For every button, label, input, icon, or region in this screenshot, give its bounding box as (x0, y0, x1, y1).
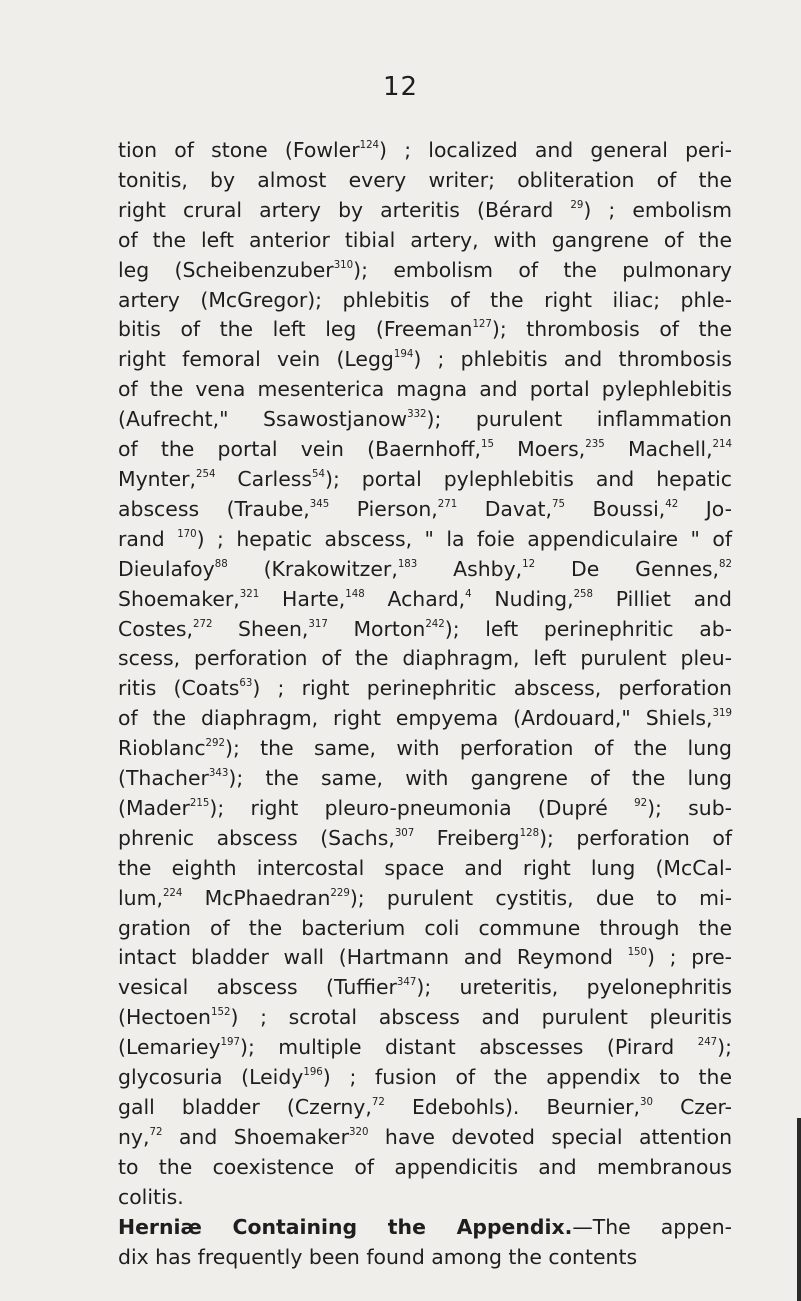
text-run: (Krakowitzer, (227, 556, 398, 581)
text-run: abscess (Traube, (118, 496, 310, 521)
text-line (118, 824, 732, 854)
reference-number: 343 (208, 767, 229, 779)
text-run: Pilliet and (593, 586, 733, 611)
reference-number: 124 (359, 139, 380, 151)
reference-number: 54 (312, 468, 325, 480)
text-run: right crural artery by arteritis (Bérard (118, 197, 571, 222)
text-run: (Thacher (118, 766, 209, 791)
reference-number: 272 (192, 618, 213, 630)
text-line (118, 973, 732, 1003)
text-run: Carless (215, 466, 313, 491)
reference-number: 247 (697, 1037, 718, 1049)
text-run: ) ; fusion of the appendix to the (322, 1065, 732, 1090)
text-run: ); (717, 1035, 732, 1060)
text-line (118, 1153, 732, 1183)
text-run: Shoemaker, (118, 586, 240, 611)
text-run: ) ; right perinephritic abscess, perforation (252, 676, 732, 701)
reference-number: 258 (573, 588, 594, 600)
reference-number: 30 (639, 1096, 653, 1108)
text-line (118, 555, 732, 585)
text-run: ); the same, with perforation of the lung (225, 736, 732, 761)
text-line (118, 1183, 732, 1213)
text-run: leg (Scheibenzuber (118, 257, 334, 282)
reference-number: 214 (712, 438, 732, 450)
text-run: Jo- (678, 496, 732, 521)
text-run: Nuding, (471, 586, 574, 611)
text-run: of the diaphragm, right empyema (Ardouard," Shiels, (118, 706, 713, 731)
text-run: (Aufrecht," Ssawostjanow (118, 407, 408, 432)
reference-number: 319 (712, 708, 732, 720)
text-run: tonitis, by almost every writer; obliteration of the (118, 167, 732, 192)
text-run: vesical abscess (Tuffier (118, 975, 397, 1000)
reference-number: 321 (239, 588, 260, 600)
reference-number: 254 (196, 468, 216, 480)
page-number: 12 (382, 72, 419, 102)
reference-number: 332 (407, 408, 427, 420)
text-run: Sheen, (212, 616, 309, 641)
text-line (118, 315, 732, 345)
text-run: to the coexistence of appendicitis and membranous (118, 1154, 732, 1179)
text-run: (Hectoen (118, 1005, 211, 1030)
text-run: ) ; scrotal abscess and purulent pleuritis (230, 1005, 732, 1030)
text-run: ) ; phlebitis and thrombosis (413, 347, 732, 372)
text-run: ); portal pylephlebitis and hepatic (324, 466, 732, 491)
text-run: of the left anterior tibial artery, with gangrene of the (118, 227, 732, 252)
text-run: ) ; pre- (647, 945, 732, 970)
text-run: ny, (118, 1124, 150, 1149)
text-run: rand (118, 526, 178, 551)
text-line (118, 226, 732, 256)
reference-number: 92 (634, 797, 648, 809)
reference-number: 42 (665, 498, 679, 510)
text-run: ritis (Coats (118, 676, 240, 701)
text-run: ); left perinephritic ab- (444, 616, 733, 641)
text-line (118, 1213, 732, 1243)
reference-number: 224 (162, 887, 183, 899)
reference-number: 310 (333, 259, 354, 271)
text-line (118, 435, 732, 465)
text-run: glycosuria (Leidy (118, 1065, 304, 1090)
reference-number: 347 (396, 977, 417, 989)
section-heading: Herniæ Containing the Appendix. (118, 1214, 573, 1239)
text-line (118, 1033, 732, 1063)
text-run: gall bladder (Czerny, (118, 1095, 372, 1119)
text-run: Costes, (118, 616, 193, 641)
reference-number: 242 (425, 618, 445, 630)
text-run: —The appen- (572, 1214, 732, 1239)
text-line (118, 585, 732, 615)
text-run: ); purulent cystitis, due to mi- (349, 885, 732, 910)
reference-number: 271 (437, 498, 458, 510)
text-run: of the vena mesenterica magna and portal pylephlebitis (118, 377, 732, 402)
reference-number: 196 (303, 1066, 323, 1078)
text-run: ); ureteritis, pyelonephritis (416, 975, 732, 1000)
text-line (118, 465, 732, 495)
text-run: Czer- (652, 1095, 732, 1119)
reference-number: 72 (371, 1096, 385, 1108)
text-run: Davat, (457, 496, 552, 521)
text-run: Dieulafoy (118, 556, 215, 581)
reference-number: 215 (189, 797, 210, 809)
text-run: scess, perforation of the diaphragm, left purulent pleu- (118, 646, 732, 671)
text-line (118, 1093, 732, 1123)
text-line (118, 375, 732, 405)
text-run: right femoral vein (Legg (118, 347, 394, 372)
text-line (118, 764, 732, 794)
text-line (118, 704, 732, 734)
text-run: Pierson, (329, 496, 438, 521)
text-line (118, 943, 732, 973)
page-edge-mark (797, 1118, 801, 1301)
text-run: Mynter, (118, 466, 196, 491)
text-run: bitis of the left leg (Freeman (118, 317, 473, 342)
text-run: ); perforation of (539, 825, 733, 850)
reference-number: 15 (481, 438, 494, 450)
reference-number: 63 (239, 678, 253, 690)
text-run: Edebohls). Beurnier, (384, 1095, 640, 1119)
text-run: ); multiple distant abscesses (Pirard (239, 1035, 698, 1060)
reference-number: 128 (519, 827, 540, 839)
reference-number: 229 (330, 887, 350, 899)
reference-number: 307 (394, 827, 415, 839)
text-line (118, 1063, 732, 1093)
reference-number: 29 (570, 199, 584, 211)
text-run: ) ; embolism (583, 197, 732, 222)
reference-number: 197 (220, 1037, 240, 1049)
text-line (118, 854, 732, 884)
reference-number: 72 (149, 1126, 163, 1138)
text-run: Achard, (364, 586, 466, 611)
text-run: of the portal vein (Baernhoff, (118, 437, 481, 462)
reference-number: 183 (397, 558, 418, 570)
text-line (118, 734, 732, 764)
reference-number: 152 (210, 1007, 231, 1019)
text-run: ); right pleuro-pneumonia (Dupré (209, 795, 635, 820)
text-run: Moers, (493, 437, 586, 462)
text-line (118, 914, 732, 944)
text-run: ); the same, with gangrene of the lung (228, 766, 732, 791)
text-run: ) ; hepatic abscess, " la foie appendiculaire " of (196, 526, 732, 551)
reference-number: 82 (719, 558, 732, 570)
text-line (118, 674, 732, 704)
reference-number: 317 (308, 618, 328, 630)
text-run: Rioblanc (118, 736, 206, 761)
text-run: have devoted special attention (368, 1124, 732, 1149)
text-line (118, 884, 732, 914)
text-run: De Gennes, (535, 556, 720, 581)
text-run: Ashby, (417, 556, 523, 581)
text-run: gration of the bacterium coli commune through the (118, 915, 732, 940)
text-line (118, 166, 732, 196)
text-run: dix has frequently been found among the contents (118, 1244, 638, 1269)
text-run: McPhaedran (182, 885, 331, 910)
text-line (118, 136, 732, 166)
text-run: Harte, (259, 586, 346, 611)
text-run: artery (McGregor); phlebitis of the right iliac; phle- (118, 287, 732, 312)
text-line (118, 345, 732, 375)
text-run: (Mader (118, 795, 190, 820)
text-run: ) ; localized and general peri- (379, 138, 733, 162)
text-line (118, 256, 732, 286)
text-run: Freiberg (414, 825, 520, 850)
text-run: Boussi, (564, 496, 666, 521)
text-line (118, 525, 732, 555)
reference-number: 75 (551, 498, 565, 510)
reference-number: 194 (393, 349, 414, 361)
text-run: ); embolism of the pulmonary (353, 257, 732, 282)
text-run: ); purulent inflammation (426, 407, 732, 432)
reference-number: 127 (472, 319, 492, 331)
text-run: ); sub- (647, 795, 733, 820)
text-run: intact bladder wall (Hartmann and Reymond (118, 945, 628, 970)
text-line (118, 644, 732, 674)
text-line (118, 286, 732, 316)
text-run: phrenic abscess (Sachs, (118, 825, 395, 850)
text-line (118, 1003, 732, 1033)
reference-number: 4 (465, 588, 472, 600)
body-text (118, 136, 732, 1272)
reference-number: 235 (585, 438, 605, 450)
reference-number: 292 (205, 737, 225, 749)
text-run: lum, (118, 885, 163, 910)
text-line (118, 615, 732, 645)
reference-number: 170 (177, 528, 197, 540)
text-line (118, 196, 732, 226)
text-line (118, 1123, 732, 1153)
text-run: the eighth intercostal space and right lung (McCal- (118, 855, 732, 880)
text-line (118, 1243, 732, 1273)
text-line (118, 495, 732, 525)
text-run: tion of stone (Fowler (118, 138, 360, 162)
text-line (118, 405, 732, 435)
reference-number: 320 (349, 1126, 369, 1138)
reference-number: 88 (214, 558, 228, 570)
text-run: Machell, (604, 437, 713, 462)
text-run: and Shoemaker (162, 1124, 349, 1149)
text-run: (Lemariey (118, 1035, 221, 1060)
reference-number: 148 (345, 588, 365, 600)
text-run: ); thrombosis of the (491, 317, 732, 342)
text-run: Morton (327, 616, 426, 641)
text-run: colitis. (118, 1184, 184, 1209)
text-line (118, 794, 732, 824)
reference-number: 12 (522, 558, 536, 570)
reference-number: 150 (627, 947, 648, 959)
reference-number: 345 (309, 498, 330, 510)
